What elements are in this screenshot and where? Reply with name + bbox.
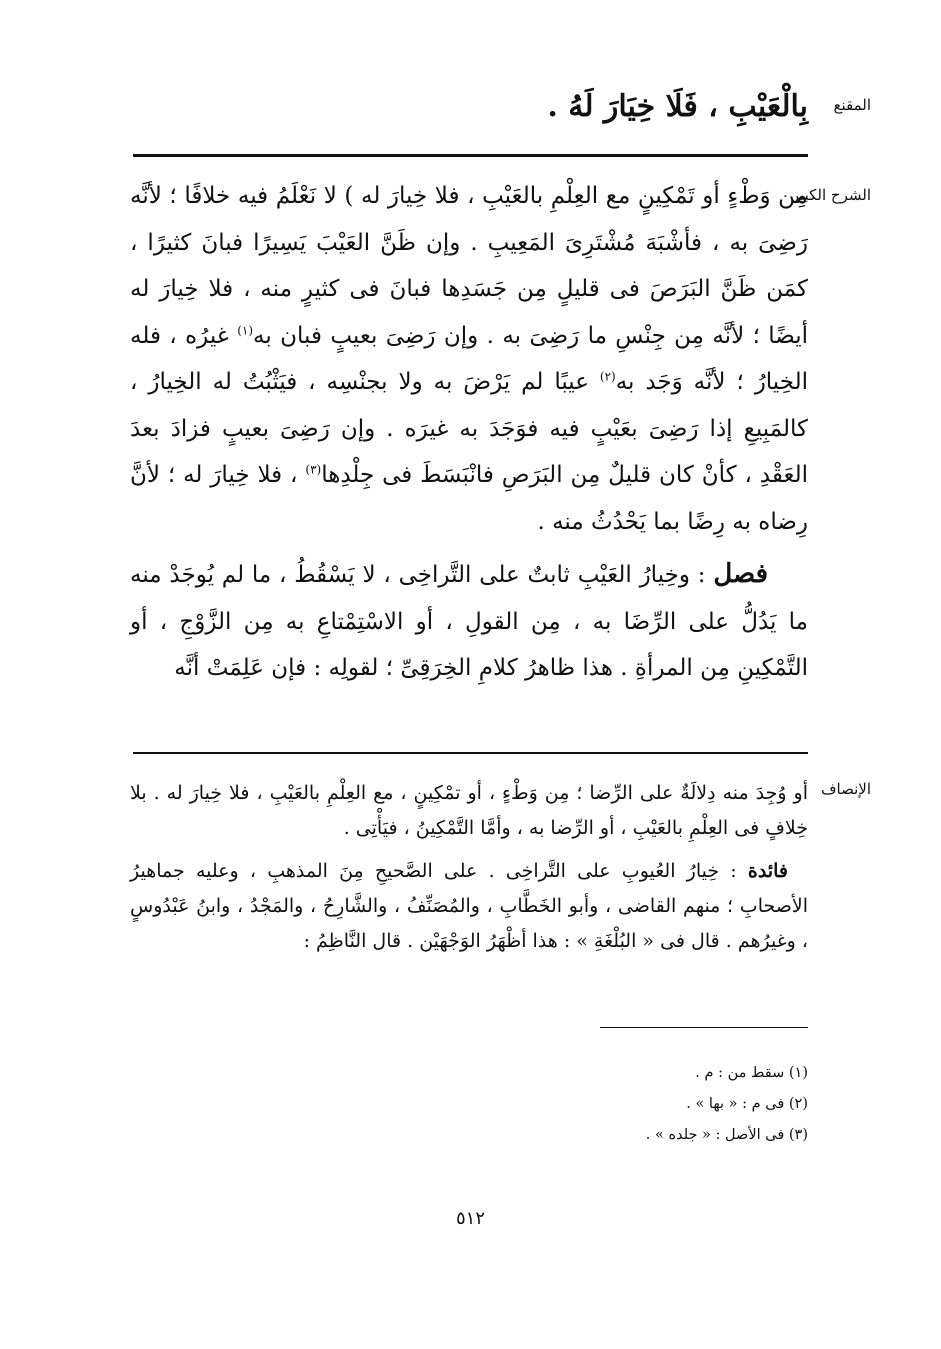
footnote-3: (٣) فى الأصل : « جلده » . bbox=[645, 1127, 808, 1143]
label-sharh: الشرح الكبير bbox=[791, 186, 871, 204]
faida-keyword: فائدة bbox=[747, 860, 788, 882]
sharh-p2-text: : وخِيارُ العَيْبِ ثابتٌ على التَّراخِى ، لا يَسْقُطُ ، ما لم يُوجَدْ منه ما يَدُلُّ على الرِّضَا به ، مِن القولِ ، أو الاسْتِمْتاعِ به مِن الزَّوْجِ ، أو التَّمْكِينِ مِن المرأةِ . هذا ظاهرُ كلامِ الخِرَقِىِّ ؛ لقولِه : فإن عَلِمَتْ أنَّه bbox=[130, 562, 808, 681]
footnote-ref-1: (١) bbox=[237, 322, 254, 337]
sharh-block bbox=[130, 173, 808, 692]
footnotes bbox=[560, 1058, 808, 1151]
footnote-2: (٢) فى م : « بها » . bbox=[686, 1096, 808, 1112]
footnote-ref-2: (٢) bbox=[599, 369, 616, 384]
insaf-paragraph-2 bbox=[130, 854, 808, 959]
section-rule-thin bbox=[133, 752, 808, 754]
muqni-text bbox=[500, 84, 808, 130]
insaf-paragraph-1: أو وُجِدَ منه دِلالَةٌ على الرِّضا ؛ مِن وَطْءٍ ، أو تمْكِينٍ ، مع العِلْمِ بالعَيْبِ ، فلا خِيارَ له . بلا خِلافٍ فى العِلْمِ بالعَيْبِ ، أو الرِّضا به ، وأمَّا التَّمْكِينُ ، فيَأْتِى . bbox=[130, 782, 808, 839]
insaf-p2-text: : خِيارُ العُيوبِ على التَّراخِى . على الصَّحيحِ مِنَ المذهبِ ، وعليه جماهيرُ الأصحابِ ؛ منهم القاضى ، وأبو الخَطَّابِ ، والمُصَنِّفُ ، والشَّارِحُ ، والمَجْدُ ، وابنُ عَبْدُوسٍ ، وغيرُهم . قال فى « البُلْغَةِ » : هذا أظْهَرُ الوَجْهَيْن . قال النَّاظِمُ : bbox=[130, 860, 808, 952]
sharh-p1-part-b: غيرُه ، فله الخِيارُ ؛ لأنَّه وَجَد به bbox=[130, 322, 808, 395]
page-number: ٥١٢ bbox=[455, 1208, 485, 1229]
sharh-p1-part-c: عيبًا لم يَرْضَ به ولا بجنْسِه ، فيَثْبُتُ له الخِيارُ ، كالمَبِيعِ إذا رَضِىَ بعَيْبٍ فيه فوَجَدَ به غيرَه . وإن رَضِىَ بعيبٍ فزادَ بعدَ العَقْدِ ، كأنْ كان قليلٌ مِن البَرَصِ فانْبَسَطَ فى جِلْدِها bbox=[130, 369, 808, 488]
footnote-ref-3: (٣) bbox=[305, 462, 322, 477]
muqni-line: بِالْعَيْبِ ، فَلَا خِيَارَ لَهُ . bbox=[547, 89, 808, 124]
section-rule-thick bbox=[133, 154, 808, 157]
sharh-paragraph-1 bbox=[130, 173, 808, 545]
label-muqni: المقنع bbox=[833, 96, 871, 114]
sharh-paragraph-2 bbox=[130, 551, 808, 692]
fasl-keyword: فصل bbox=[713, 559, 768, 589]
sharh-p1-part-a: مِن وَطْءٍ أو تَمْكِينٍ مع العِلْمِ بالعَيْبِ ، فلا خِيارَ له ) لا نَعْلَمُ فيه خلافًا ؛ لأنَّه رَضِىَ به ، فأشْبَهَ مُشْتَرِىَ المَعِيبِ . وإن ظَنَّ العَيْبَ يَسِيرًا فبانَ كثيرًا ، كمَن ظَنَّ البَرَصَ فى قليلٍ مِن جَسَدِها فبانَ فى كثيرٍ منه ، فلا خِيارَ له أيضًا ؛ لأنَّه مِن جِنْسِ ما رَضِىَ به . وإن رَضِىَ بعيبٍ فبان به bbox=[130, 183, 808, 349]
label-insaf: الإنصاف bbox=[820, 780, 871, 798]
footnote-separator bbox=[600, 1027, 808, 1028]
footnote-1: (١) سقط من : م . bbox=[695, 1065, 808, 1081]
sharh-p1-part-d: ، فلا خِيارَ له ؛ لأنَّ رِضاه به رِضًا بما يَحْدُثُ منه . bbox=[130, 462, 808, 535]
insaf-block bbox=[130, 776, 808, 959]
